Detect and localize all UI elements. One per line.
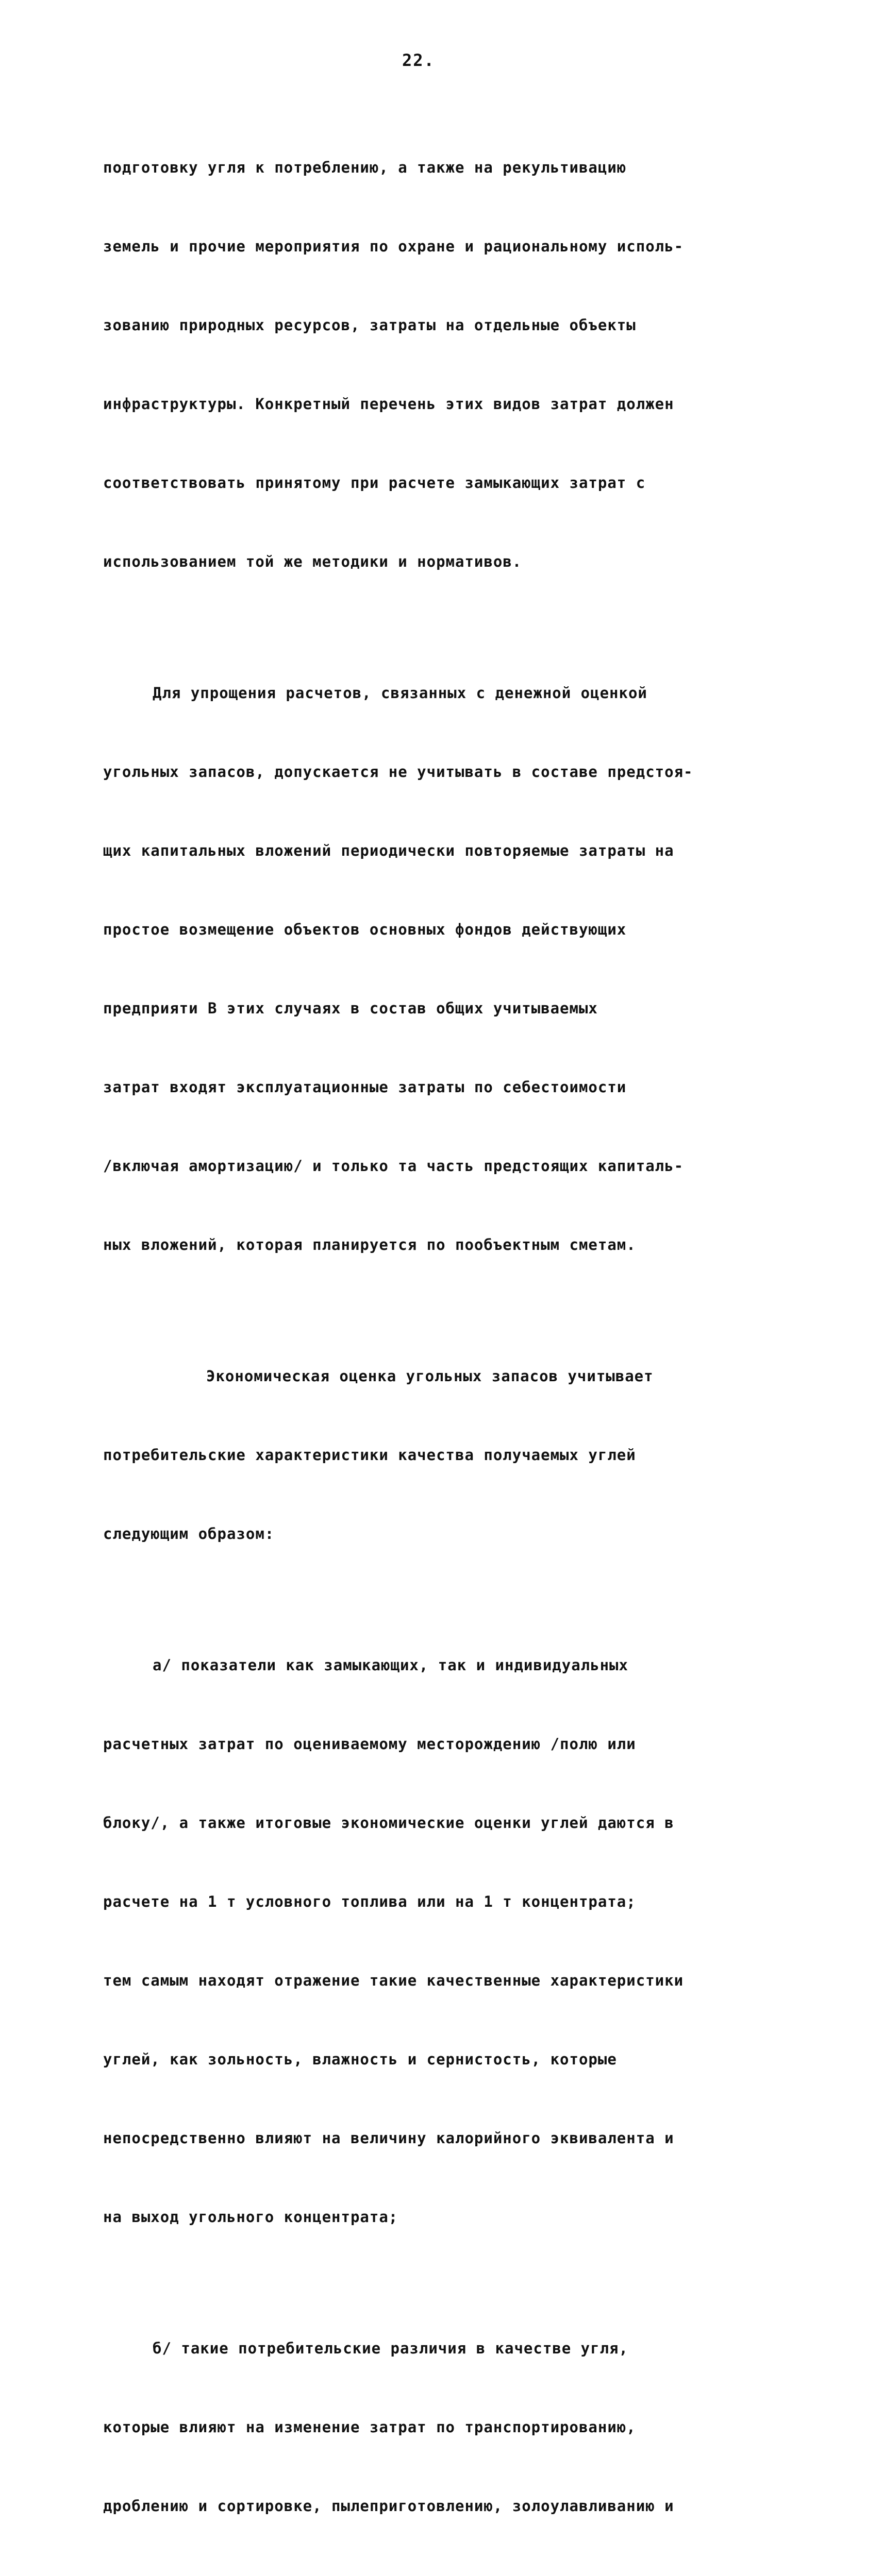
paragraph-line: углей, как зольность, влажность и сернистость, которые [103, 2050, 617, 2068]
body-text [103, 102, 789, 2576]
paragraph-line: расчете на 1 т условного топлива или на 1 т концентрата; [103, 1893, 636, 1910]
paragraph-line: зованию природных ресурсов, затраты на отдельные объекты [103, 316, 636, 334]
paragraph-line: блоку/, а также итоговые экономические оценки углей даются в [103, 1814, 674, 1832]
paragraph-line: б/ такие потребительские различия в качестве угля, [153, 2340, 628, 2357]
paragraph-line: потребительские характеристики качества получаемых углей [103, 1446, 636, 1464]
paragraph-line: на выход угольного концентрата; [103, 2208, 398, 2226]
paragraph-line: затрат входят эксплуатационные затраты по себестоимости [103, 1078, 627, 1096]
paragraph-5 [103, 2283, 789, 2576]
paragraph-line: подготовку угля к потреблению, а также на рекультивацию [103, 159, 627, 176]
paragraph-3 [103, 1311, 789, 1600]
paragraph-line: Экономическая оценка угольных запасов учитывает [206, 1367, 654, 1385]
paragraph-line: расчетных затрат по оцениваемому месторождению /полю или [103, 1735, 636, 1753]
paragraph-line: дроблению и сортировке, пылеприготовлению, золоулавливанию и [103, 2497, 674, 2515]
paragraph-line [103, 2572, 789, 2576]
paragraph-line: соответствовать принятому при расчете замыкающих затрат с [103, 474, 646, 492]
paragraph-line: простое возмещение объектов основных фондов действующих [103, 921, 627, 938]
paragraph-line: Для упрощения расчетов, связанных с денежной оценкой [153, 684, 647, 702]
paragraph-line: непосредственно влияют на величину калорийного эквивалента и [103, 2129, 674, 2147]
paragraph-line: инфраструктуры. Конкретный перечень этих видов затрат должен [103, 395, 674, 413]
paragraph-line: тем самым находят отражение такие качественные характеристики [103, 1972, 684, 1989]
paragraph-line: щих капитальных вложений периодически повторяемые затраты на [103, 842, 674, 859]
paragraph-line: ных вложений, которая планируется по пообъектным сметам. [103, 1236, 636, 1253]
paragraph-4 [103, 1600, 789, 2283]
page-number: 22. [402, 50, 435, 70]
paragraph-line: угольных запасов, допускается не учитывать в составе предстоя- [103, 763, 693, 781]
paragraph-2 [103, 628, 789, 1311]
paragraph-1 [103, 102, 789, 628]
paragraph-line: предприяти В этих случаях в состав общих учитываемых [103, 999, 598, 1017]
paragraph-line: земель и прочие мероприятия по охране и рациональному исполь- [103, 238, 684, 255]
paragraph-line: использованием той же методики и нормативов. [103, 553, 522, 570]
paragraph-line: /включая амортизацию/ и только та часть предстоящих капиталь- [103, 1157, 684, 1175]
paragraph-line: следующим образом: [103, 1525, 275, 1543]
paragraph-line: которые влияют на изменение затрат по транспортированию, [103, 2418, 636, 2436]
paragraph-line: а/ показатели как замыкающих, так и индивидуальных [153, 1656, 628, 1674]
